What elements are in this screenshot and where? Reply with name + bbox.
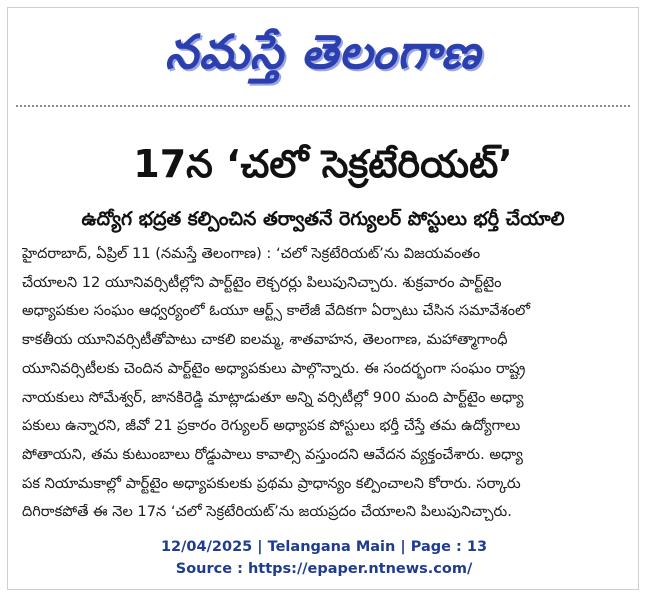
article-headline: 17న ‘చలో సెక్రటేరియట్’ <box>133 142 513 186</box>
source-link[interactable]: Source : https://epaper.ntnews.com/ <box>175 561 473 577</box>
article-body-line: పకులు ఉన్నారని, జీవో 21 ప్రకారం రెగ్యులర్ అధ్యాపక పోస్టులు భర్తీ చేస్తే తమ ఉద్యోగాలు <box>22 417 521 435</box>
newspaper-masthead: నమస్తే తెలంగాణ <box>165 25 481 80</box>
article-body-line: కాకతీయ యూనివర్సిటీతోపాటు చాకలి ఐలమ్మ, శాతవాహన, తెలంగాణ, మహాత్మాగాంధీ <box>22 331 508 349</box>
article-subheadline: ఉద్యోగ భద్రత కల్పించిన తర్వాతనే రెగ్యులర్ పోస్టులు భర్తీ చేయాలి <box>81 208 565 230</box>
article-body-line: యూనివర్సిటీలకు చెందిన పార్ట్‌టైం అధ్యాపకులు పాల్గొన్నారు. ఈ సందర్భంగా సంఘం రాష్ట్ర <box>22 359 526 377</box>
article-body-line: హైదరాబాద్, ఏప్రిల్ 11 (నమస్తే తెలంగాణ) : ‘చలో సెక్రటేరియట్’ను విజయవంతం <box>22 245 481 262</box>
publication-meta: 12/04/2025 | Telangana Main | Page : 13 <box>160 539 488 555</box>
article-body-line: పక నియామకాల్లో పార్ట్‌టైం అధ్యాపకులకు ప్రథమ ప్రాధాన్యం కల్పించాలని కోరారు. సర్కారు <box>22 474 521 492</box>
masthead-divider <box>16 105 630 107</box>
article-body-line: నాయకులు సోమేశ్వర్, జానకిరెడ్డి మాట్లాడుతూ అన్ని వర్సిటీల్లో 900 మంది పార్ట్‌టైం అధ్యా <box>22 388 524 406</box>
newspaper-clipping <box>7 7 639 590</box>
article-body-line: అధ్యాపకుల సంఘం ఆధ్వర్యంలో ఓయూ ఆర్ట్స్ కాలేజీ వేదికగా ఏర్పాటు చేసిన సమావేశంలో <box>22 302 531 320</box>
article-body <box>22 240 624 533</box>
article-body-line: పోతాయని, తమ కుటుంబాలు రోడ్డుపాలు కావాల్సి వస్తుందని ఆవేదన వ్యక్తంచేశారు. అధ్యా <box>22 445 523 463</box>
article-body-line: దిగిరాకపోతే ఈ నెల 17న ‘చలో సెక్రటేరియట్’ను జయప్రదం చేయాలని పిలుపునిచ్చారు. <box>22 503 512 521</box>
article-body-line: చేయాలని 12 యూనివర్సిటీల్లోని పార్ట్‌టైం లెక్చరర్లు పిలుపునిచ్చారు. శుక్రవారం పార్ట్‌టైం <box>22 273 502 291</box>
clipping-footer <box>0 536 648 580</box>
